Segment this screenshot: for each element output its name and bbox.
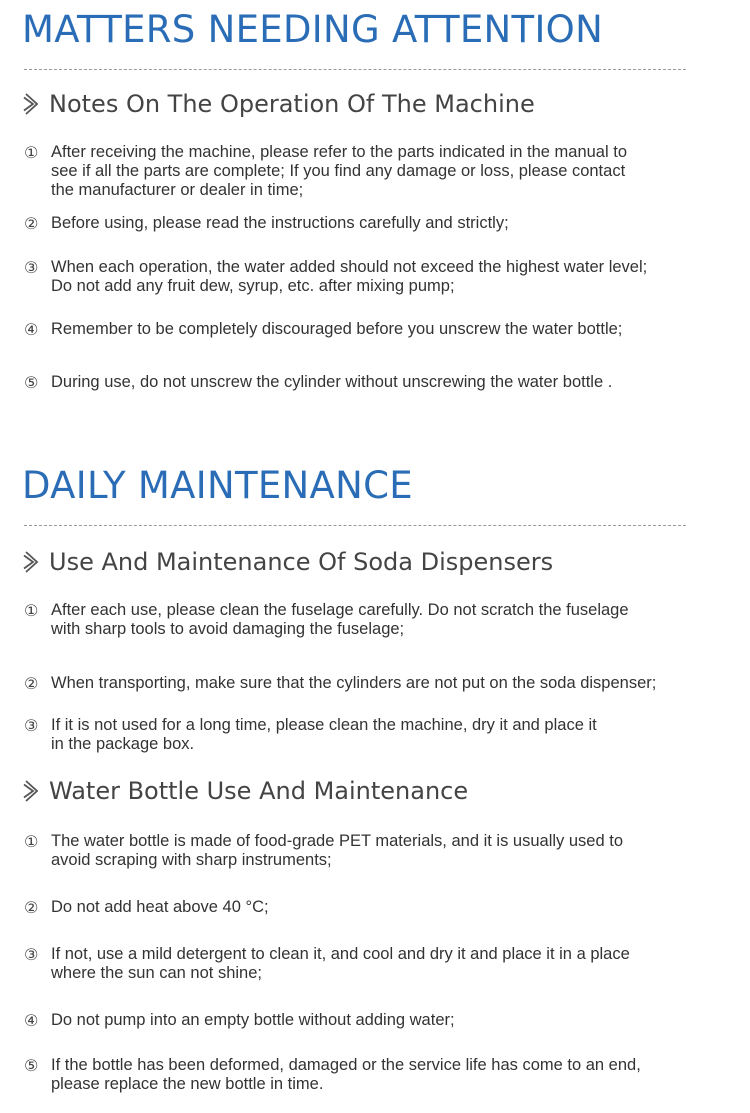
- item-text: When each operation, the water added should not exceed the highest water level; Do not add any fruit dew, syrup, etc. after mixing pump;: [51, 258, 648, 295]
- section-divider: [24, 525, 686, 526]
- list-item: [24, 373, 746, 392]
- item-number: ⑤: [24, 1056, 39, 1075]
- item-number: ⑤: [24, 373, 39, 392]
- subheading-label: Use And Maintenance Of Soda Dispensers: [49, 548, 554, 576]
- item-number: ③: [24, 945, 39, 964]
- item-text: If it is not used for a long time, please clean the machine, dry it and place it in the package box.: [51, 716, 597, 753]
- list-item: [24, 601, 746, 639]
- item-text: When transporting, make sure that the cylinders are not put on the soda dispenser;: [51, 674, 657, 692]
- item-number: ②: [24, 898, 39, 917]
- chevron-right-icon: [22, 91, 42, 117]
- subheading-water-bottle: [22, 777, 468, 805]
- item-number: ①: [24, 143, 39, 162]
- item-number: ①: [24, 601, 39, 620]
- item-number: ①: [24, 832, 39, 851]
- list-item: [24, 898, 746, 917]
- list-item: [24, 674, 746, 693]
- item-text: Do not add heat above 40 °C;: [51, 898, 269, 916]
- subheading-operation-notes: [22, 90, 535, 118]
- item-text: The water bottle is made of food-grade PET materials, and it is usually used to avoid scraping with sharp instruments;: [51, 832, 623, 869]
- list-item: [24, 258, 746, 296]
- item-text: After receiving the machine, please refer to the parts indicated in the manual to see if all the parts are complete; If you find any damage or loss, please contact the manufacturer or dealer in time;: [51, 143, 627, 199]
- section-divider: [24, 69, 686, 70]
- item-text: During use, do not unscrew the cylinder without unscrewing the water bottle .: [51, 373, 613, 391]
- list-item: [24, 143, 746, 200]
- item-number: ②: [24, 674, 39, 693]
- subheading-soda-dispensers: [22, 548, 553, 576]
- list-item: [24, 214, 746, 233]
- list-item: [24, 832, 746, 870]
- list-item: [24, 716, 746, 754]
- list-item: [24, 320, 746, 339]
- section-title-maintenance: DAILY MAINTENANCE: [22, 464, 413, 507]
- item-number: ④: [24, 1011, 39, 1030]
- list-item: [24, 1056, 746, 1094]
- item-text: If the bottle has been deformed, damaged or the service life has come to an end, please replace the new bottle in time.: [51, 1056, 641, 1093]
- item-text: Do not pump into an empty bottle without adding water;: [51, 1011, 455, 1029]
- item-text: Before using, please read the instructions carefully and strictly;: [51, 214, 509, 232]
- section-title-attention: MATTERS NEEDING ATTENTION: [22, 8, 604, 51]
- chevron-right-icon: [22, 778, 42, 804]
- chevron-right-icon: [22, 549, 42, 575]
- item-number: ③: [24, 258, 39, 277]
- item-number: ④: [24, 320, 39, 339]
- item-text: Remember to be completely discouraged before you unscrew the water bottle;: [51, 320, 623, 338]
- item-number: ③: [24, 716, 39, 735]
- list-item: [24, 945, 746, 983]
- item-number: ②: [24, 214, 39, 233]
- item-text: After each use, please clean the fuselage carefully. Do not scratch the fuselage with sharp tools to avoid damaging the fuselage;: [51, 601, 629, 638]
- item-text: If not, use a mild detergent to clean it, and cool and dry it and place it in a place where the sun can not shine;: [51, 945, 630, 982]
- subheading-label: Notes On The Operation Of The Machine: [49, 90, 535, 118]
- list-item: [24, 1011, 746, 1030]
- subheading-label: Water Bottle Use And Maintenance: [49, 777, 469, 805]
